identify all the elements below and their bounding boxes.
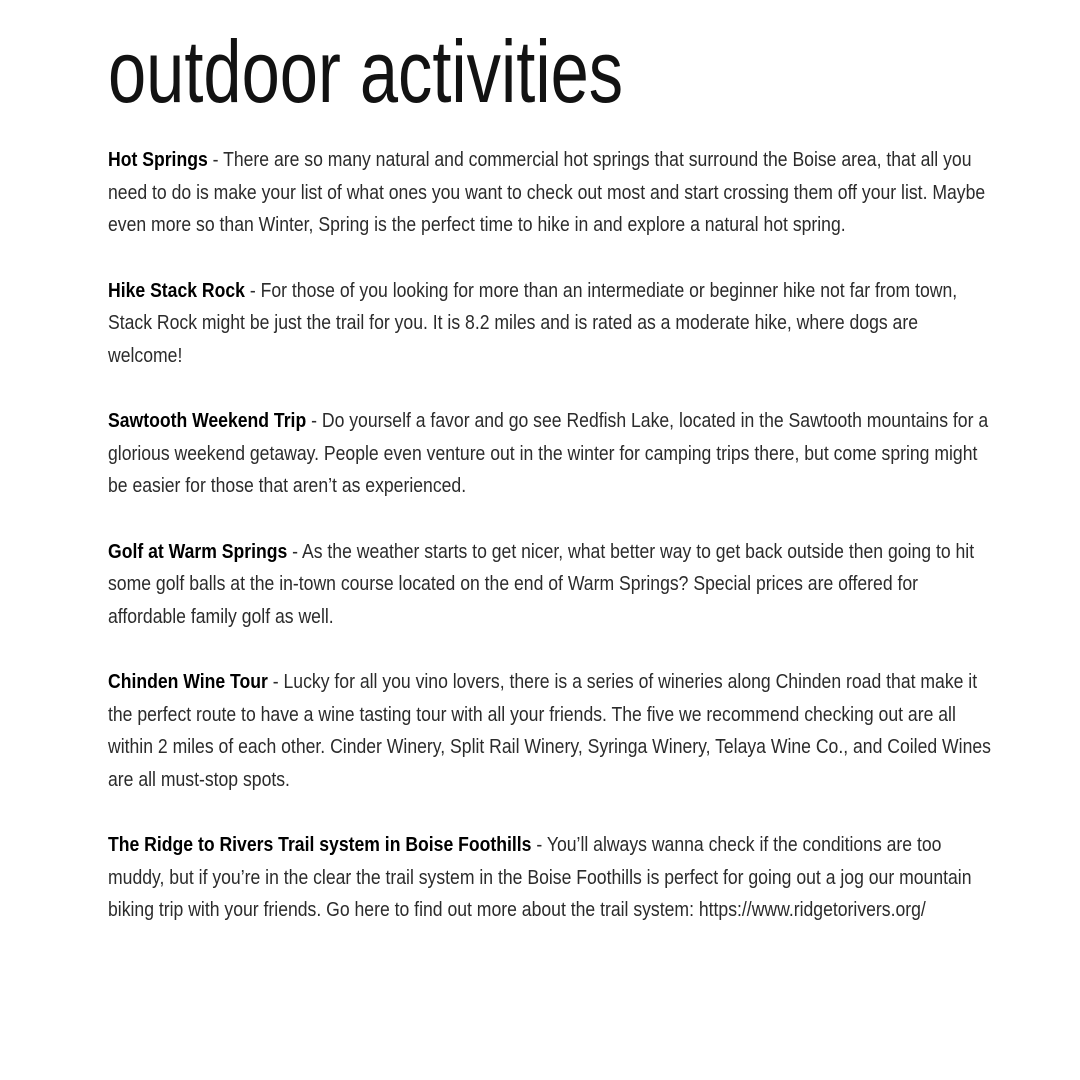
- section-body: Do yourself a favor and go see Redfish Lake, located in the Sawtooth mountains for a glorious weekend getaway. People even venture out in the winter for camping trips there, but come spring might be easier for those that aren’t as experienced.: [108, 410, 989, 497]
- section-ridge-to-rivers: [108, 829, 997, 927]
- trail-system-url[interactable]: https://www.ridgetorivers.org/: [698, 899, 926, 921]
- section-hot-springs: [108, 144, 997, 242]
- section-hike-stack-rock: [108, 275, 997, 373]
- section-body: There are so many natural and commercial hot springs that surround the Boise area, that all you need to do is make your list of what ones you want to check out most and start crossing them off your list. Maybe even more so than Winter, Spring is the perfect time to hike in and explore a natural hot spring.: [108, 149, 986, 236]
- page-title: outdoor activities: [108, 22, 624, 121]
- section-heading: The Ridge to Rivers Trail system in Boise Foothills: [108, 834, 532, 856]
- section-body: As the weather starts to get nicer, what better way to get back outside then going to hit some golf balls at the in-town course located on the end of Warm Springs? Special prices are offered for affordable family golf as well.: [108, 540, 975, 628]
- section-heading: Chinden Wine Tour: [108, 671, 268, 693]
- section-chinden-wine-tour: [108, 666, 997, 796]
- section-heading: Golf at Warm Springs: [108, 540, 288, 563]
- section-sawtooth-weekend-trip: [108, 405, 997, 503]
- heading-separator: -: [536, 834, 543, 856]
- heading-separator: -: [272, 671, 279, 693]
- section-heading: Sawtooth Weekend Trip: [108, 410, 307, 432]
- section-heading: Hike Stack Rock: [108, 279, 245, 302]
- heading-separator: -: [292, 540, 299, 563]
- heading-separator: -: [311, 410, 317, 432]
- section-body: Lucky for all you vino lovers, there is a series of wineries along Chinden road that make it the perfect route to have a wine tasting tour with all your friends. The five we recommend checking out are all within 2 miles of each other. Cinder Winery, Split Rail Winery, Syringa Winery, Telaya Wine Co., and Coiled Wines are all must-stop spots.: [108, 671, 991, 791]
- content-area: [108, 144, 997, 960]
- section-heading: Hot Springs: [108, 149, 208, 171]
- section-body: You’ll always wanna check if the conditions are too muddy, but if you’re in the clear the trail system in the Boise Foothills is perfect for going out a jog our mountain biking trip with your friends. Go here to find out more about the trail system:: [108, 834, 972, 921]
- section-golf-at-warm-springs: [108, 536, 997, 634]
- section-body: For those of you looking for more than an intermediate or beginner hike not far from town, Stack Rock might be just the trail for you. It is 8.2 miles and is rated as a moderate hike, where dogs are welcome!: [108, 279, 958, 367]
- heading-separator: -: [249, 279, 256, 302]
- heading-separator: -: [212, 149, 219, 171]
